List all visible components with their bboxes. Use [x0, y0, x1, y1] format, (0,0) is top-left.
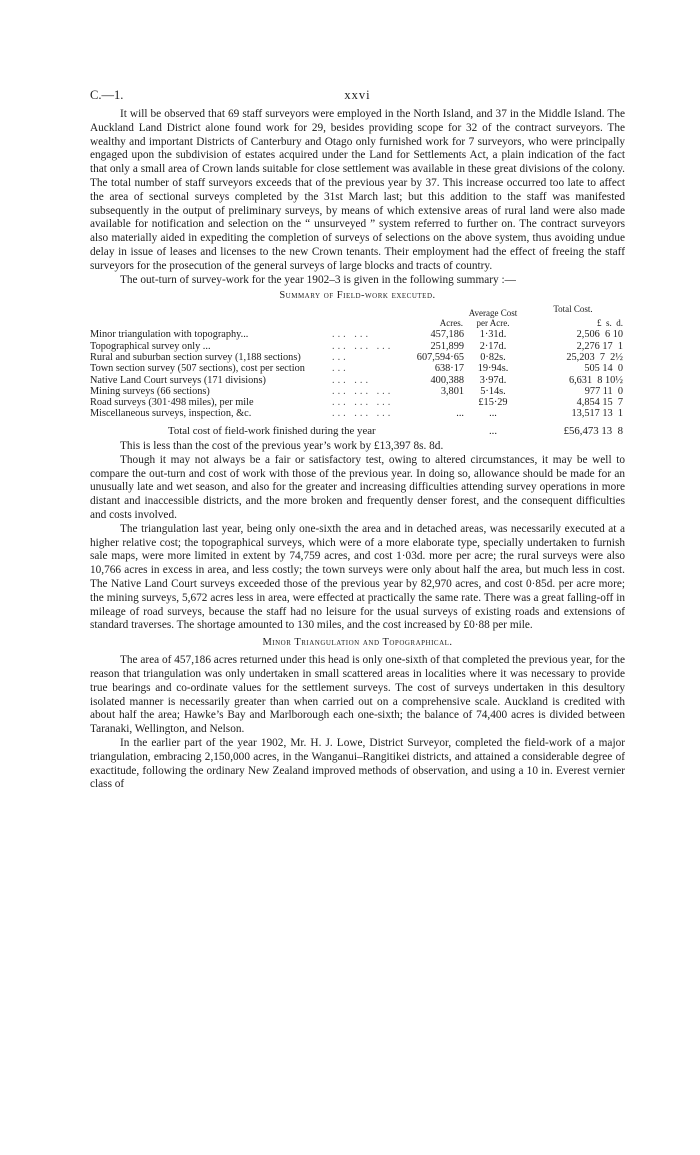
- paragraph-major-triangulation: In the earlier part of the year 1902, Mr. H. J. Lowe, District Surveyor, completed the field-work of a major triangulation, embracing 2,150,000 acres, in the Wanganui–Rangitikei districts, and attained a considerable degree of exactitude, following the ordinary New Zealand improved methods of observation, and using a 10 in. Everest vernier class of: [90, 736, 625, 791]
- row-leader-dots: ... ... ...: [332, 408, 394, 420]
- paragraph-staff-surveyors: It will be observed that 69 staff surveyors were employed in the North Island, and 37 in the Middle Island. The Auckland Land District alone found work for 29, besides providing scope for 32 of the contract surveyors. The wealthy and important Districts of Canterbury and Otago only furnished work for 7 surveyors, who were principally engaged upon the subdivision of estates acquired under the Land for Settlements Act, a plain indication of the fact that only a small area of Crown lands suitable for close settlement was available in these great divisions of the colony. The total number of staff surveyors exceeds that of the previous year by 37. This increase occurred too late to affect the area of sectional surveys completed by the 31st March last; but this addition to the staff was manifested subsequently in the output of preliminary surveys, by means of which extensive areas of rural land were also made available for notification and selection on the “ unsurveyed ” system referred to further on. The contract surveyors also materially aided in expediting the completion of surveys of selections on the above system, thus avoiding undue delay in issue of leases and licenses to the new Crown tenants. Their employment had the effect of freeing the staff surveyors for the prosecution of the general surveys of large blocks and tracts of country.: [90, 108, 625, 272]
- row-average-cost: 0·82s.: [480, 351, 506, 363]
- total-label: Total cost of field-work finished during the year: [168, 424, 376, 437]
- document-code: C.—1.: [90, 88, 124, 102]
- summary-table: [90, 304, 625, 437]
- row-total-cost: 505 14 0: [584, 363, 623, 375]
- row-description: Minor triangulation with topography...: [90, 329, 249, 341]
- summary-row: [90, 341, 625, 352]
- total-dots: ...: [488, 424, 498, 437]
- row-total-cost: 25,203 7 2½: [566, 351, 623, 363]
- row-leader-dots: ... ...: [332, 374, 372, 386]
- row-total-cost: 2,506 6 10: [576, 329, 623, 341]
- row-average-cost: 1·31d.: [479, 329, 507, 341]
- summary-total-row: [90, 420, 625, 437]
- row-average-cost: ...: [489, 408, 497, 420]
- row-total-cost: 4,854 15 7: [576, 397, 623, 409]
- total-value: £56,473 13 8: [563, 424, 623, 437]
- row-leader-dots: ...: [332, 363, 349, 375]
- paragraph-cost-comparison: This is less than the cost of the previous year’s work by £13,397 8s. 8d.: [120, 440, 444, 453]
- col-acres: Acres.: [439, 317, 463, 328]
- row-total-cost: 977 11 0: [584, 385, 623, 397]
- row-leader-dots: ... ... ...: [332, 340, 394, 352]
- summary-table-header: [90, 304, 625, 329]
- summary-table-title: Summary of Field-work executed.: [279, 290, 436, 302]
- row-acres: 638·17: [434, 363, 464, 375]
- col-total: Total Cost. £ s. d.: [522, 304, 625, 329]
- summary-row: [90, 397, 625, 408]
- row-average-cost: 5·14s.: [480, 385, 506, 397]
- row-average-cost: 2·17d.: [479, 340, 507, 352]
- row-acres: [404, 397, 464, 408]
- page-number: xxvi: [344, 88, 371, 102]
- col-lsd: £ s. d.: [596, 317, 623, 328]
- row-acres: 3,801: [440, 385, 464, 397]
- paragraph-minor-triangulation: The area of 457,186 acres returned under this head is only one-sixth of that completed the previous year, for the reason that triangulation was only undertaken in small scattered areas in localities where it was necessary to provide true bearings and co-ordinate values for the settlement surveys. The cost of surveys undertaken in this desultory isolated manner is necessarily greater than when carried out on a comprehensive scale. Auckland is credited with about half the area; Hawke’s Bay and Marlborough each one-sixth; the balance of 74,400 acres is divided between Taranaki, Wellington, and Nelson.: [90, 654, 625, 736]
- summary-row: [90, 375, 625, 386]
- row-leader-dots: ... ...: [332, 329, 372, 341]
- row-acres: ...: [456, 408, 464, 420]
- row-description: Rural and suburban section survey (1,188 sections): [90, 351, 301, 363]
- summary-row: [90, 408, 625, 419]
- summary-row: [90, 329, 625, 340]
- row-description: Mining surveys (66 sections): [90, 385, 210, 397]
- col-average: Average Cost per Acre.: [468, 308, 518, 328]
- paragraph-fair-test: Though it may not always be a fair or satisfactory test, owing to altered circumstances, it may be well to compare the out-turn and cost of work with those of the previous year. In doing so, allowance should be made for an unusually late and wet season, and also for the greater and increasing difficulties attending survey operations in more distant and inaccessible districts, and the more broken and frequently denser forest, and the consequent difficulties and costs involved.: [90, 453, 625, 522]
- document-page: [90, 88, 625, 792]
- row-leader-dots: ...: [332, 351, 349, 363]
- row-description: Road surveys (301·498 miles), per mile: [90, 397, 254, 409]
- summary-row: [90, 352, 625, 363]
- row-acres: 607,594·65: [416, 351, 464, 363]
- summary-row: [90, 363, 625, 374]
- page-header: [90, 88, 625, 108]
- row-description: Miscellaneous surveys, inspection, &c.: [90, 408, 252, 420]
- row-leader-dots: ... ... ...: [332, 385, 394, 397]
- row-total-cost: 2,276 17 1: [576, 340, 623, 352]
- summary-row: [90, 386, 625, 397]
- row-average-cost: 3·97d.: [479, 374, 507, 386]
- row-average-cost: £15·29: [478, 397, 508, 409]
- paragraph-outturn-intro: The out-turn of survey-work for the year 1902–3 is given in the following summary :—: [120, 273, 516, 286]
- row-total-cost: 13,517 13 1: [571, 408, 623, 420]
- row-acres: 251,899: [430, 340, 464, 352]
- row-acres: 457,186: [430, 329, 464, 341]
- row-acres: 400,388: [430, 374, 464, 386]
- row-average-cost: 19·94s.: [477, 363, 509, 375]
- row-total-cost: 6,631 8 10½: [568, 374, 623, 386]
- section-heading: Minor Triangulation and Topographical.: [262, 637, 453, 649]
- row-description: Town section survey (507 sections), cost per section: [90, 363, 305, 375]
- row-leader-dots: ... ... ...: [332, 397, 394, 409]
- row-description: Topographical survey only ...: [90, 340, 211, 352]
- paragraph-triangulation-last-year: The triangulation last year, being only one-sixth the area and in detached areas, was necessarily executed at a higher relative cost; the topographical surveys, which were of a more elaborate type, specially undertaken to furnish sale maps, were more limited in extent by 74,759 acres, and cost 1·03d. more per acre; the rural surveys were also 10,766 acres in excess in area, and less costly; the town surveys were only about half the area, but much less in cost. The Native Land Court surveys exceeded those of the previous year by 82,970 acres, and cost 0·85d. per acre more; the mining surveys, 5,672 acres less in area, were effected at practically the same rate. There was a great falling-off in mileage of road surveys, because the staff had no leisure for the usual surveys of existing roads and extensions of standard traverses. The shortage amounted to 130 miles, and the cost increased by £0·88 per mile.: [90, 522, 625, 632]
- row-description: Native Land Court surveys (171 divisions): [90, 374, 266, 386]
